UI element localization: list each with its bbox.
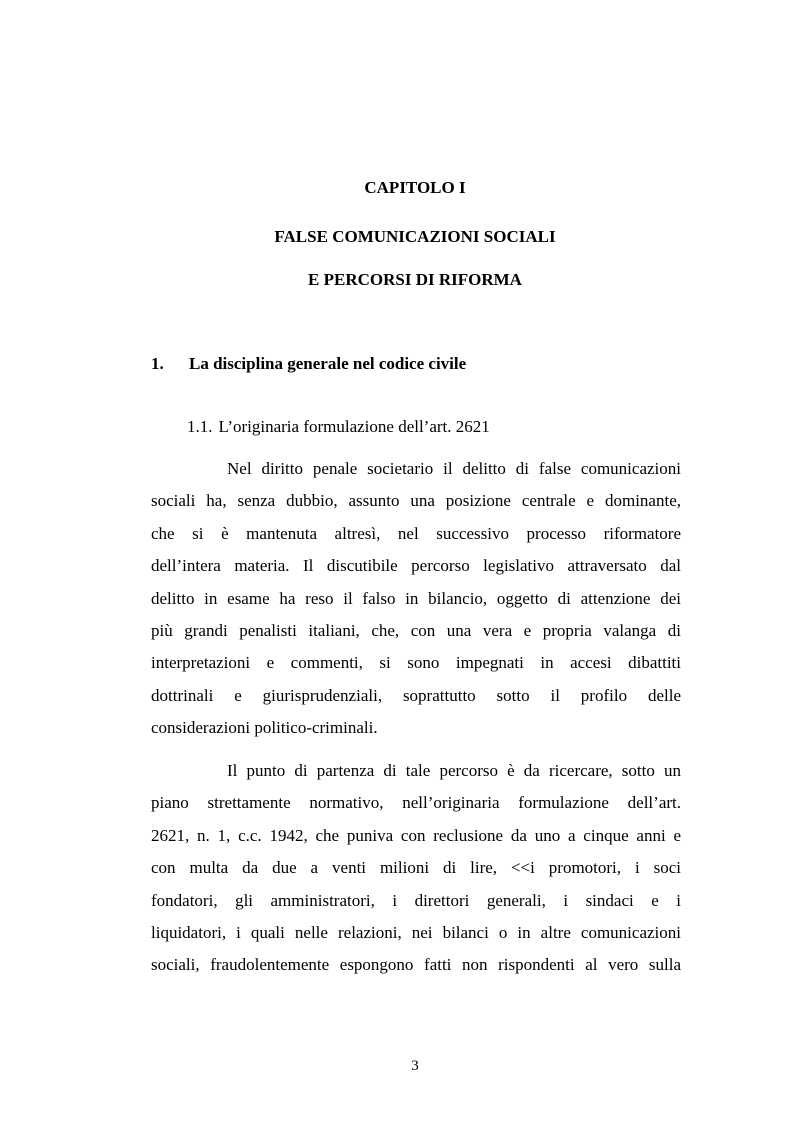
paragraph-line: che si è mantenuta altresì, nel successivo processo riformatore [151,523,681,543]
chapter-heading: CAPITOLO I [364,178,466,197]
chapter-title-line-1: FALSE COMUNICAZIONI SOCIALI [274,227,556,246]
paragraph-line: dottrinali e giurisprudenziali, soprattutto sotto il profilo delle [151,685,681,705]
paragraph-line: interpretazioni e commenti, si sono impegnati in accesi dibattiti [151,653,681,673]
section-number: 1. [151,354,164,373]
paragraph-line: Nel diritto penale societario il delitto di false comunicazioni [227,459,681,478]
paragraph-line: liquidatori, i quali nelle relazioni, nei bilanci o in altre comunicazioni [151,922,681,942]
paragraph-line: delitto in esame ha reso il falso in bilancio, oggetto di attenzione dei [151,588,681,608]
paragraph-line: fondatori, gli amministratori, i direttori generali, i sindaci e i [151,890,681,910]
paragraph-line: più grandi penalisti italiani, che, con una vera e propria valanga di [151,620,681,640]
subsection-heading [187,417,490,437]
paragraph-1 [151,453,681,745]
paragraph-line: piano strettamente normativo, nell’originaria formulazione dell’art. [151,793,681,813]
chapter-title-line-2: E PERCORSI DI RIFORMA [308,270,522,289]
paragraph-line: Il punto di partenza di tale percorso è da ricercare, sotto un [227,761,681,780]
subsection-number: 1.1. [187,417,213,436]
subsection-title: L’originaria formulazione dell’art. 2621 [218,417,490,436]
paragraph-line: dell’intera materia. Il discutibile percorso legislativo attraversato dal [151,556,681,576]
paragraph-line: considerazioni politico-criminali. [151,718,378,738]
paragraph-line: sociali ha, senza dubbio, assunto una posizione centrale e dominante, [151,491,681,511]
paragraph-line: con multa da due a venti milioni di lire, <<i promotori, i soci [151,858,681,878]
section-heading [151,354,466,374]
paragraph-line: 2621, n. 1, c.c. 1942, che puniva con reclusione da uno a cinque anni e [151,825,681,845]
section-title: La disciplina generale nel codice civile [189,354,467,373]
page-number: 3 [411,1058,419,1074]
paragraph-2 [151,755,681,982]
paragraph-line: sociali, fraudolentemente espongono fatti non rispondenti al vero sulla [151,955,681,975]
